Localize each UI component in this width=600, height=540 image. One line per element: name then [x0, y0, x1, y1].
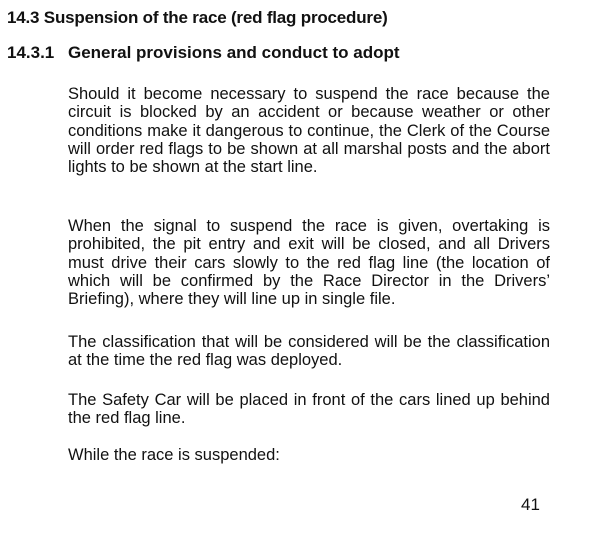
section-heading: 14.3 Suspension of the race (red flag procedure) — [7, 8, 388, 27]
paragraph-classification: The classification that will be considered will be the classification at the time the red flag was deployed. — [68, 333, 550, 370]
subsection-heading — [7, 43, 400, 63]
subsection-number: 14.3.1 — [7, 43, 55, 62]
paragraph-safety-car: The Safety Car will be placed in front of the cars lined up behind the red flag line. — [68, 391, 550, 428]
page-number: 41 — [521, 495, 540, 514]
subsection-title: General provisions and conduct to adopt — [68, 43, 400, 62]
paragraph-signal-procedure: When the signal to suspend the race is given, overtaking is prohibited, the pit entry and exit will be closed, and all Drivers must drive their cars slowly to the red flag line (the location of which will be confirmed by the Race Director in the Drivers’ Briefing), where they will line up in single file. — [68, 217, 550, 309]
paragraph-while-suspended: While the race is suspended: — [68, 446, 280, 464]
paragraph-suspension-conditions: Should it become necessary to suspend the race because the circuit is blocked by an accident or because weather or other conditions make it dangerous to continue, the Clerk of the Course will order red flags to be shown at all marshal posts and the abort lights to be shown at the start line. — [68, 85, 550, 177]
